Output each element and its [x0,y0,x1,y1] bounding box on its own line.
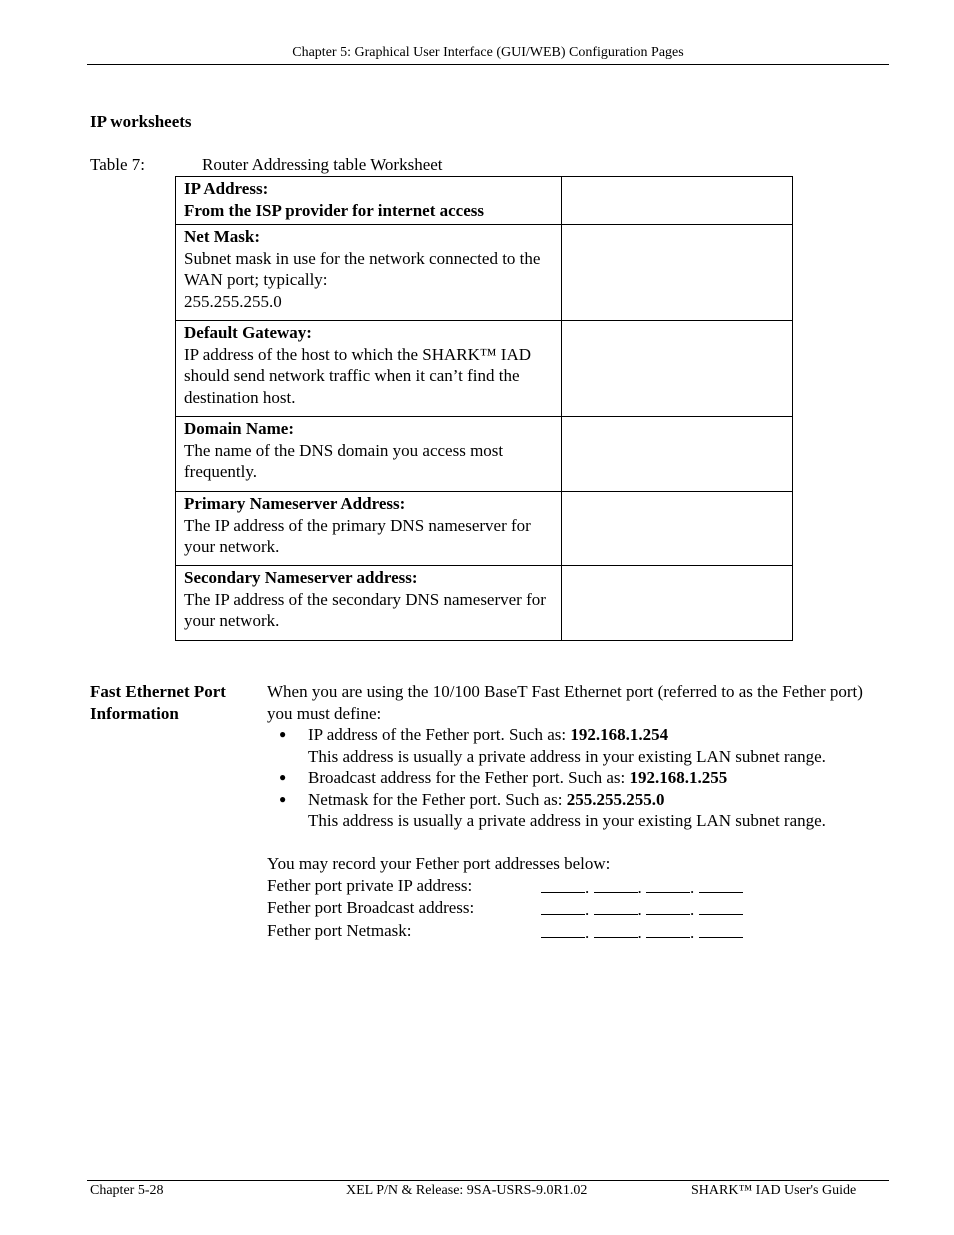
section-title: IP worksheets [90,112,192,131]
table-caption-text: Router Addressing table Worksheet [202,155,443,174]
row-description: The name of the DNS domain you access most frequently. [184,440,504,481]
row-description: From the ISP provider for internet access [184,200,484,220]
item-value: 192.168.1.255 [629,768,728,787]
fast-ethernet-intro: When you are using the 10/100 BaseT Fast Ethernet port (referred to as the Fether port) you must define: [267,682,863,723]
table-row [176,492,793,566]
item-text: Netmask for the Fether port. Such as: [308,789,567,809]
record-intro: You may record your Fether port addresses below: [267,854,611,873]
ip-blank-fields[interactable]: . . . [541,897,743,921]
list-item [267,767,892,789]
fast-ethernet-section-label: Fast Ethernet Port Information [90,682,226,723]
row-title: Domain Name: [184,419,295,438]
row-description-cell [176,177,562,225]
table-row [176,417,793,492]
row-entry-cell[interactable] [561,225,792,321]
row-description-cell [176,225,562,321]
row-description-cell [176,566,562,641]
table-row [176,566,793,641]
record-row-private-ip [267,875,892,898]
item-text: IP address of the Fether port. Such as: [308,725,571,744]
table-row [176,177,793,225]
row-description: The IP address of the secondary DNS nameserver for your network. [184,589,546,630]
record-label: Fether port private IP address: [267,875,473,895]
row-entry-cell[interactable] [561,566,792,641]
ip-blank-fields[interactable]: . . . [541,875,743,899]
row-entry-cell[interactable] [561,417,792,492]
bullet-icon: ● [279,791,287,806]
item-note: This address is usually a private address in your existing LAN subnet range. [308,811,826,830]
row-description-cell [176,417,562,492]
router-addressing-worksheet-table [175,176,793,641]
footer-guide-title: SHARK™ IAD User's Guide [691,1183,857,1198]
row-description-cell [176,492,562,566]
table-caption-label: Table 7: [90,155,145,174]
footer-divider [87,1180,889,1181]
footer-release: XEL P/N & Release: 9SA-USRS-9.0R1.02 [346,1183,588,1198]
item-note: This address is usually a private address in your existing LAN subnet range. [308,746,826,766]
bullet-icon: ● [279,770,287,784]
bullet-icon: ● [279,727,287,741]
record-row-broadcast [267,897,892,920]
item-value: 192.168.1.254 [570,725,669,744]
row-title: Net Mask: [184,227,261,246]
fether-requirements-list [267,724,892,832]
row-entry-cell[interactable] [561,492,792,566]
item-value: 255.255.255.0 [566,789,665,809]
table-row [176,321,793,417]
row-entry-cell[interactable] [561,177,792,225]
item-text: Broadcast address for the Fether port. Such as: [308,768,630,787]
table-caption [90,155,443,175]
row-entry-cell[interactable] [561,321,792,417]
row-title: Primary Nameserver Address: [184,494,406,513]
record-label: Fether port Broadcast address: [267,898,475,917]
record-row-netmask [267,920,892,943]
row-description: The IP address of the primary DNS nameserver for your network. [184,515,531,556]
header-divider [87,64,889,65]
fast-ethernet-section-body [267,681,892,942]
list-item [267,789,892,832]
row-description-cell [176,321,562,417]
ip-blank-fields[interactable]: . . . [541,920,743,944]
record-label: Fether port Netmask: [267,920,412,940]
row-title: Default Gateway: [184,323,312,342]
list-item [267,724,892,767]
row-description: Subnet mask in use for the network connected to the WAN port; typically: [184,248,541,289]
row-description: IP address of the host to which the SHARK™ IAD should send network traffic when it can’t find the destination host. [184,344,532,407]
row-description-value: 255.255.255.0 [184,291,282,311]
row-title: Secondary Nameserver address: [184,568,418,587]
row-title: IP Address: [184,179,269,198]
table-row [176,225,793,321]
footer-page-number: Chapter 5-28 [90,1183,164,1198]
page-header: Chapter 5: Graphical User Interface (GUI/WEB) Configuration Pages [292,45,684,60]
